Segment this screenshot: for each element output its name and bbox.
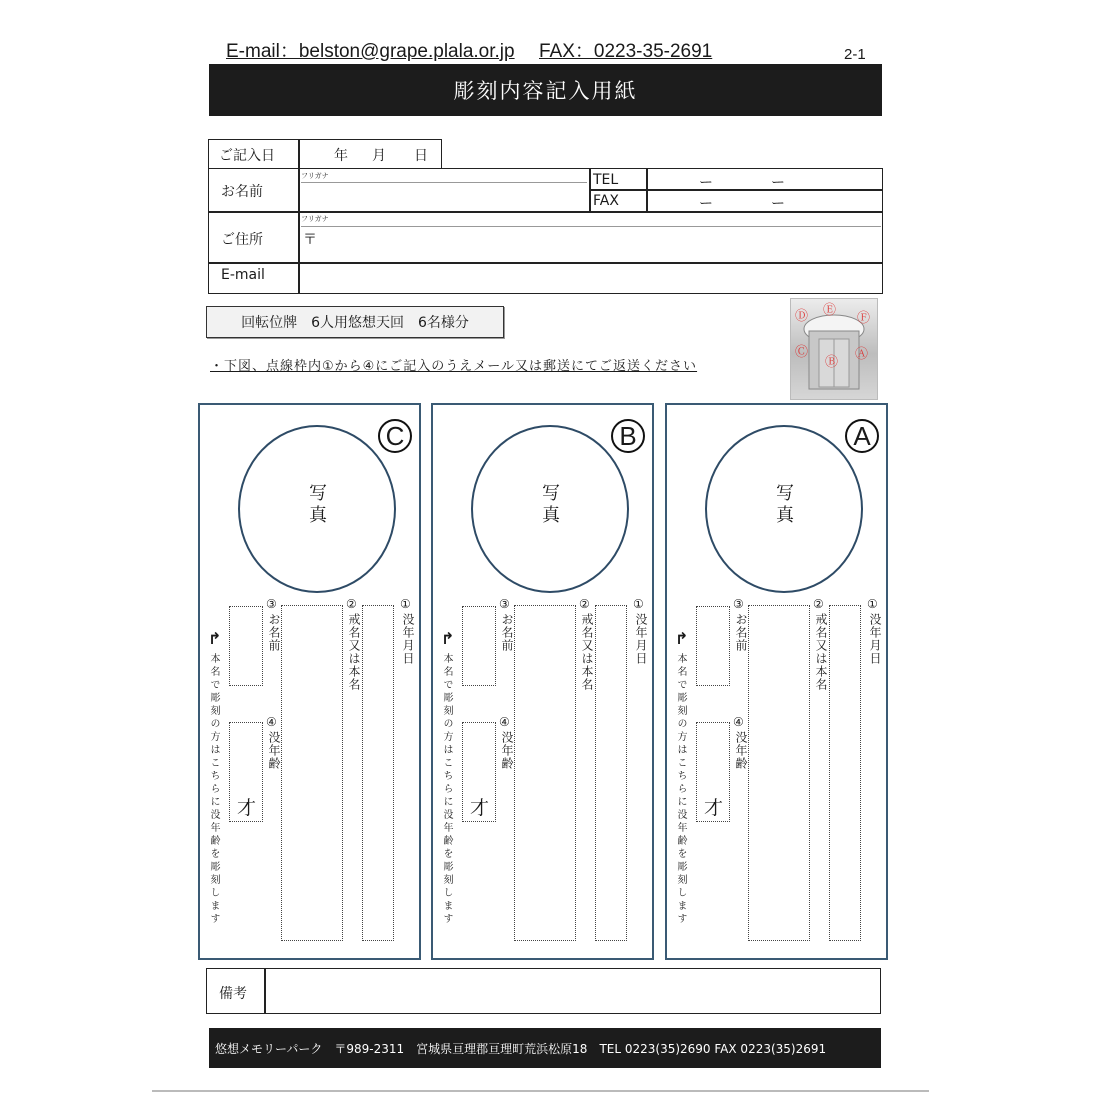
- remarks-box: [206, 968, 881, 1014]
- field2-number: ②: [579, 597, 590, 611]
- thumb-letter-a: Ⓐ: [855, 347, 869, 362]
- photo-label: 写真: [309, 483, 327, 526]
- name-field[interactable]: [229, 606, 263, 686]
- field2-label: 戒名又は本名: [347, 613, 361, 691]
- thumb-letter-e: Ⓔ: [823, 303, 837, 318]
- remarks-input[interactable]: [267, 971, 877, 1011]
- engraving-note: 本名で彫刻の方はこちらに没年齢を彫刻します: [208, 653, 219, 926]
- name-field[interactable]: [462, 606, 496, 686]
- engraving-note: 本名で彫刻の方はこちらに没年齢を彫刻します: [441, 653, 452, 926]
- field1-label: 没年月日: [401, 613, 415, 665]
- death-date-field[interactable]: [829, 605, 861, 941]
- header-email[interactable]: E-mail：belston@grape.plala.or.jp: [226, 41, 515, 62]
- fax-dash-2: ー: [771, 196, 785, 212]
- field4-label: 没年齢: [734, 731, 748, 770]
- day-label: 日: [414, 148, 428, 164]
- posthumous-name-field[interactable]: [514, 605, 576, 941]
- memorial-panel: [665, 403, 888, 960]
- product-thumbnail: [790, 298, 878, 400]
- address-label: ご住所: [221, 232, 263, 248]
- panel-letter: C: [385, 420, 405, 451]
- age-unit: 才: [704, 797, 724, 819]
- photo-label: 写真: [542, 483, 560, 526]
- panel-letter-circle: [611, 419, 645, 453]
- field2-label: 戒名又は本名: [814, 613, 828, 691]
- field4-label: 没年齢: [267, 731, 281, 770]
- address-furigana-label: フリガナ: [301, 215, 329, 223]
- field3-label: お名前: [500, 613, 514, 652]
- tel-dash-2: ー: [771, 175, 785, 191]
- panel-letter-circle: [378, 419, 412, 453]
- fax-dash-1: ー: [699, 196, 713, 212]
- note-arrow-icon: ↱: [208, 629, 222, 648]
- name-label: お名前: [221, 184, 263, 200]
- field1-number: ①: [867, 597, 878, 611]
- posthumous-name-field[interactable]: [281, 605, 343, 941]
- field3-number: ③: [266, 597, 277, 611]
- photo-circle[interactable]: [471, 425, 629, 593]
- instruction-text: ・下図、点線枠内①から④にご記入のうえメール又は郵送にてご返送ください: [210, 359, 698, 374]
- engraving-note: 本名で彫刻の方はこちらに没年齢を彫刻します: [675, 653, 686, 926]
- field3-number: ③: [499, 597, 510, 611]
- field2-number: ②: [346, 597, 357, 611]
- age-field[interactable]: [462, 722, 496, 822]
- name-input[interactable]: [301, 184, 587, 209]
- remarks-label: 備考: [219, 986, 247, 1002]
- photo-circle[interactable]: [238, 425, 396, 593]
- photo-circle[interactable]: [705, 425, 863, 593]
- email-label: E-mail: [221, 267, 265, 283]
- panel-letter: B: [619, 420, 637, 451]
- field1-label: 没年月日: [868, 613, 882, 665]
- age-unit: 才: [237, 797, 257, 819]
- footer-address: 悠想メモリーパーク 〒989-2311 宮城県亘理郡亘理町荒浜松原18 TEL 0223(35)2690 FAX 0223(35)2691: [209, 1028, 881, 1068]
- field1-number: ①: [400, 597, 411, 611]
- death-date-field[interactable]: [595, 605, 627, 941]
- date-row: [208, 139, 442, 169]
- email-input[interactable]: [301, 265, 879, 291]
- page-number: 2-1: [844, 46, 866, 63]
- page-edge: [152, 1090, 929, 1092]
- contact-table: [208, 168, 883, 294]
- posthumous-name-field[interactable]: [748, 605, 810, 941]
- tel-label: TEL: [593, 172, 619, 188]
- thumb-letter-d: Ⓓ: [795, 309, 809, 324]
- field4-number: ④: [733, 715, 744, 729]
- panel-letter-circle: [845, 419, 879, 453]
- thumb-letter-c: Ⓒ: [795, 345, 809, 360]
- note-arrow-icon: ↱: [441, 629, 455, 648]
- address-input[interactable]: [319, 228, 879, 260]
- month-label: 月: [372, 148, 386, 164]
- name-furigana-label: フリガナ: [301, 172, 329, 180]
- age-unit: 才: [470, 797, 490, 819]
- field4-number: ④: [499, 715, 510, 729]
- field1-number: ①: [633, 597, 644, 611]
- tel-dash-1: ー: [699, 175, 713, 191]
- field2-label: 戒名又は本名: [580, 613, 594, 691]
- field4-label: 没年齢: [500, 731, 514, 770]
- field1-label: 没年月日: [634, 613, 648, 665]
- field3-label: お名前: [734, 613, 748, 652]
- fax-label: FAX: [593, 193, 619, 209]
- note-arrow-icon: ↱: [675, 629, 689, 648]
- field2-number: ②: [813, 597, 824, 611]
- age-field[interactable]: [696, 722, 730, 822]
- product-label: 回転位牌 6人用悠想天回 6名様分: [206, 306, 504, 338]
- field3-label: お名前: [267, 613, 281, 652]
- death-date-field[interactable]: [362, 605, 394, 941]
- field3-number: ③: [733, 597, 744, 611]
- photo-label: 写真: [776, 483, 794, 526]
- age-field[interactable]: [229, 722, 263, 822]
- form-title: 彫刻内容記入用紙: [209, 64, 882, 116]
- thumb-letter-f: Ⓕ: [857, 311, 871, 326]
- thumb-letter-b: Ⓑ: [825, 355, 839, 370]
- field4-number: ④: [266, 715, 277, 729]
- panel-letter: A: [853, 420, 871, 451]
- header-fax: FAX：0223-35-2691: [539, 41, 713, 62]
- memorial-panel: [431, 403, 654, 960]
- postal-mark: 〒: [303, 232, 317, 248]
- date-label: ご記入日: [219, 148, 275, 164]
- name-field[interactable]: [696, 606, 730, 686]
- year-label: 年: [334, 148, 348, 164]
- memorial-panel: [198, 403, 421, 960]
